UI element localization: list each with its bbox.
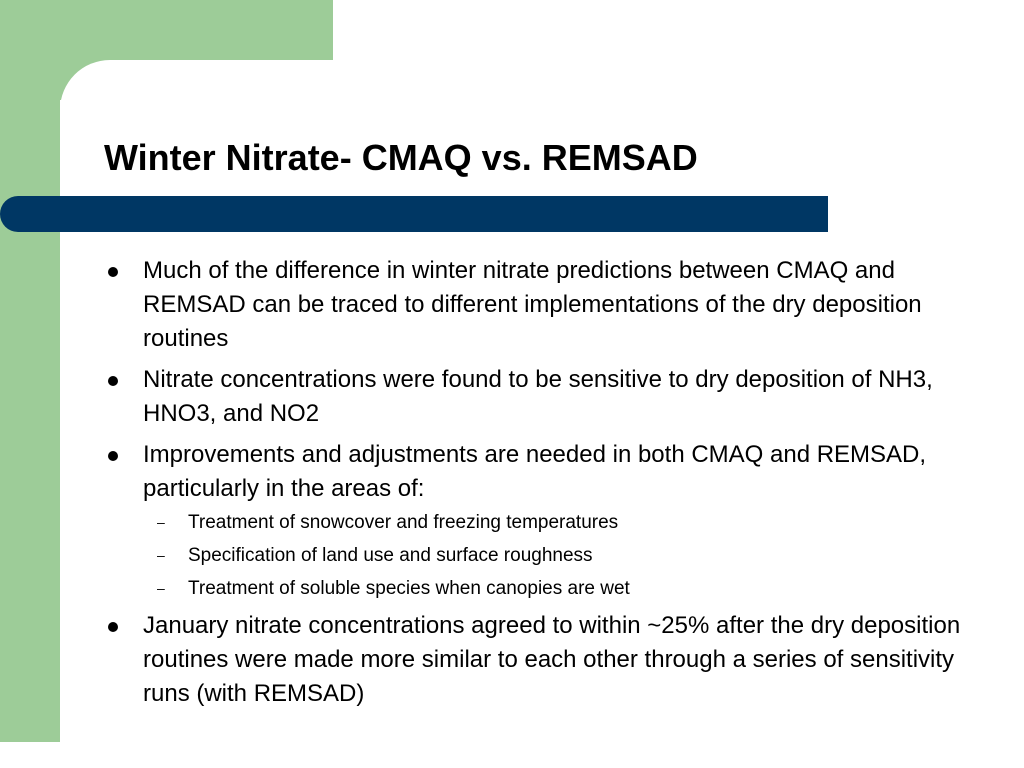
bullet-dot-icon (108, 267, 118, 277)
bullet-text: Much of the difference in winter nitrate predictions between CMAQ and REMSAD can be traced to different implementations of the dry deposition routines (143, 257, 922, 352)
sub-bullet-item (143, 543, 984, 568)
bullet-dot-icon (108, 376, 118, 386)
bullet-text: January nitrate concentrations agreed to within ~25% after the dry deposition routines were made more similar to each other through a series of sensitivity runs (with REMSAD) (143, 612, 961, 707)
sub-bullet-text: Treatment of soluble species when canopies are wet (188, 578, 630, 599)
sub-bullet-text: Specification of land use and surface roughness (188, 545, 593, 566)
bullet-dot-icon (108, 451, 118, 461)
sub-bullet-item (143, 576, 984, 601)
sub-bullet-item (143, 510, 984, 535)
slide-title: Winter Nitrate- CMAQ vs. REMSAD (104, 137, 698, 178)
bullet-item (104, 438, 984, 601)
bullet-text: Improvements and adjustments are needed in both CMAQ and REMSAD, particularly in the areas of: (143, 441, 927, 502)
dash-icon: – (157, 547, 165, 563)
dash-icon: – (157, 514, 165, 530)
title-underline-bar (0, 196, 828, 232)
bullet-item (104, 363, 984, 431)
green-side-strip (0, 0, 60, 742)
dash-icon: – (157, 580, 165, 596)
bullet-text: Nitrate concentrations were found to be sensitive to dry deposition of NH3, HNO3, and NO2 (143, 366, 933, 427)
sub-bullet-list (143, 510, 984, 601)
bullet-item (104, 609, 984, 711)
bullet-item (104, 254, 984, 356)
sub-bullet-text: Treatment of snowcover and freezing temperatures (188, 512, 619, 533)
bullet-dot-icon (108, 622, 118, 632)
bullet-list (104, 254, 984, 718)
